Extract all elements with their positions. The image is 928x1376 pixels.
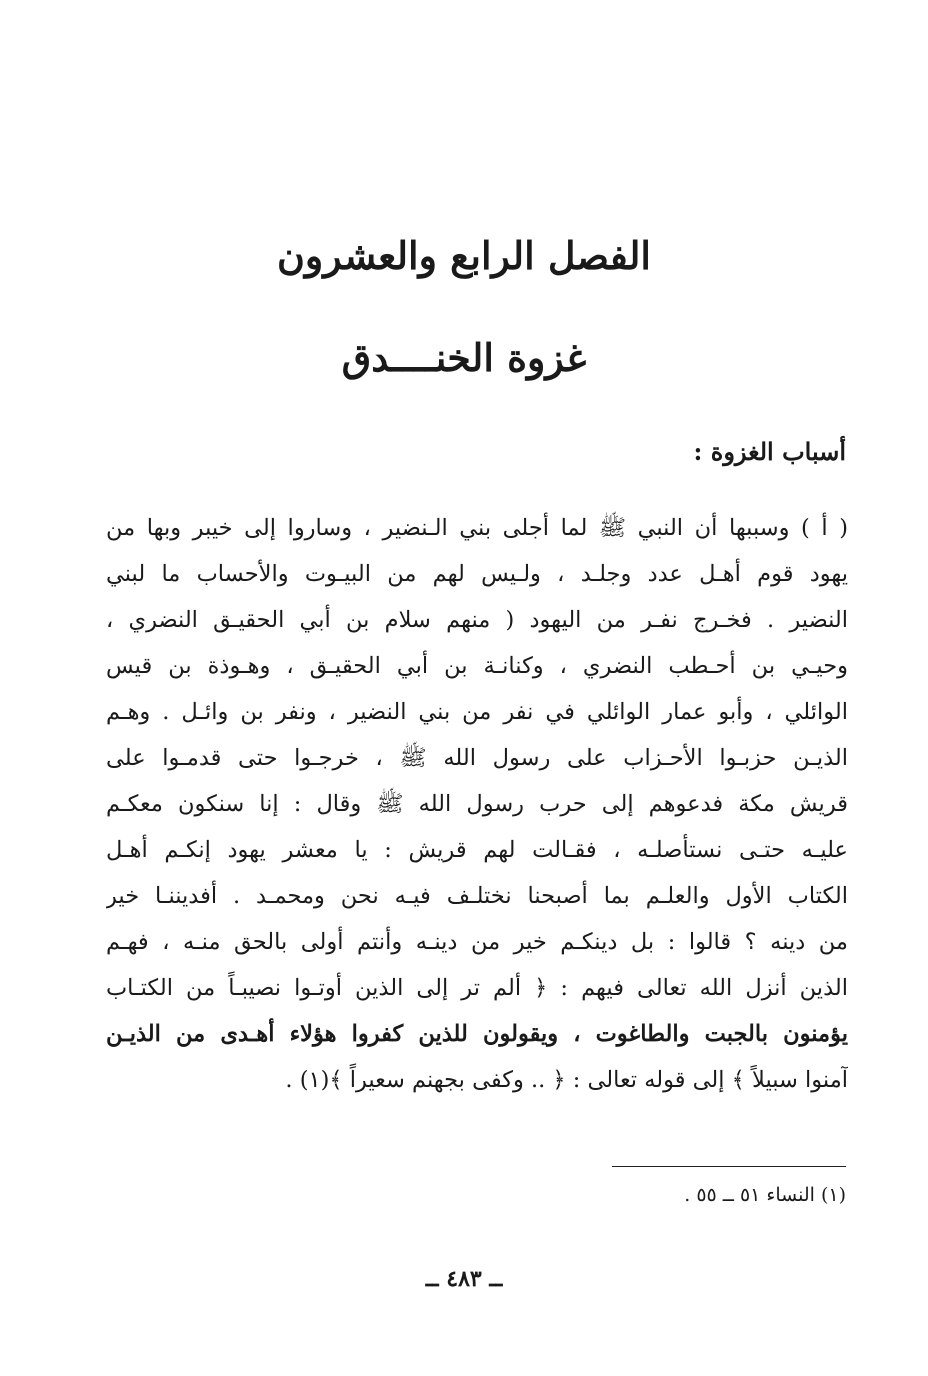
footnote-divider [612,1166,846,1167]
body-line-7: قريش مكة فدعوهم إلى حرب رسول الله ﷺ وقال : إنا سنكون معكـم [106,791,848,817]
body-line-6: الذيـن حزبـوا الأحـزاب على رسول الله ﷺ ، خرجـوا حتى قدمـوا على [106,745,848,771]
body-line-8: عليـه حتـى نستأصلـه ، فقـالت لهم قريش : يا معشر يهود إنكـم أهـل [106,837,848,863]
body-line-4: وحيـي بن أحـطب النضري ، وكنانـة بن أبي الحقيـق ، وهـوذة بن قيس [106,653,848,679]
body-line-11: الذين أنزل الله تعالى فيهم : ﴿ ألم تر إلى الذين أوتـوا نصيبـاً من الكتـاب [106,975,848,1001]
body-line-5: الوائلي ، وأبو عمار الوائلي في نفر من بني النضير ، ونفر بن وائـل . وهـم [106,699,848,725]
body-line-1: ( أ ) وسببها أن النبي ﷺ لما أجلى بني الـنضير ، وساروا إلى خيبر وبها من [106,515,848,541]
page-number: ــ ٤٨٣ ــ [425,1266,503,1292]
body-line-10: من دينه ؟ قالوا : بل دينكـم خير من دينـه وأنتم أولى بالحق منـه ، فهـم [106,929,848,955]
chapter-subtitle: غزوة الخنــــدق [341,335,587,380]
body-line-12: يؤمنون بالجبت والطاغوت ، ويقولون للذين كفروا هؤلاء أهـدى من الذيـن [106,1021,848,1047]
body-line-3: النضير . فخـرج نفـر من اليهود ( منهم سلام بن أبي الحقيـق النضري ، [106,607,848,633]
body-line-2: يهود قوم أهـل عدد وجلـد ، ولـيس لهم من البيـوت والأحساب ما لبني [106,561,848,587]
chapter-title: الفصل الرابع والعشرون [277,233,651,278]
footnote: (١) النساء ٥١ ــ ٥٥ . [684,1184,846,1206]
body-paragraph [106,505,848,1103]
body-line-13: آمنوا سبيلاً ﴾ إلى قوله تعالى : ﴿ .. وكفى بجهنم سعيراً ﴾(١) . [285,1067,848,1093]
body-line-9: الكتاب الأول والعلـم بما أصبحنا نختلـف فيـه نحن ومحمـد . أفديننـا خير [106,883,848,909]
section-heading: أسباب الغزوة : [693,437,846,466]
